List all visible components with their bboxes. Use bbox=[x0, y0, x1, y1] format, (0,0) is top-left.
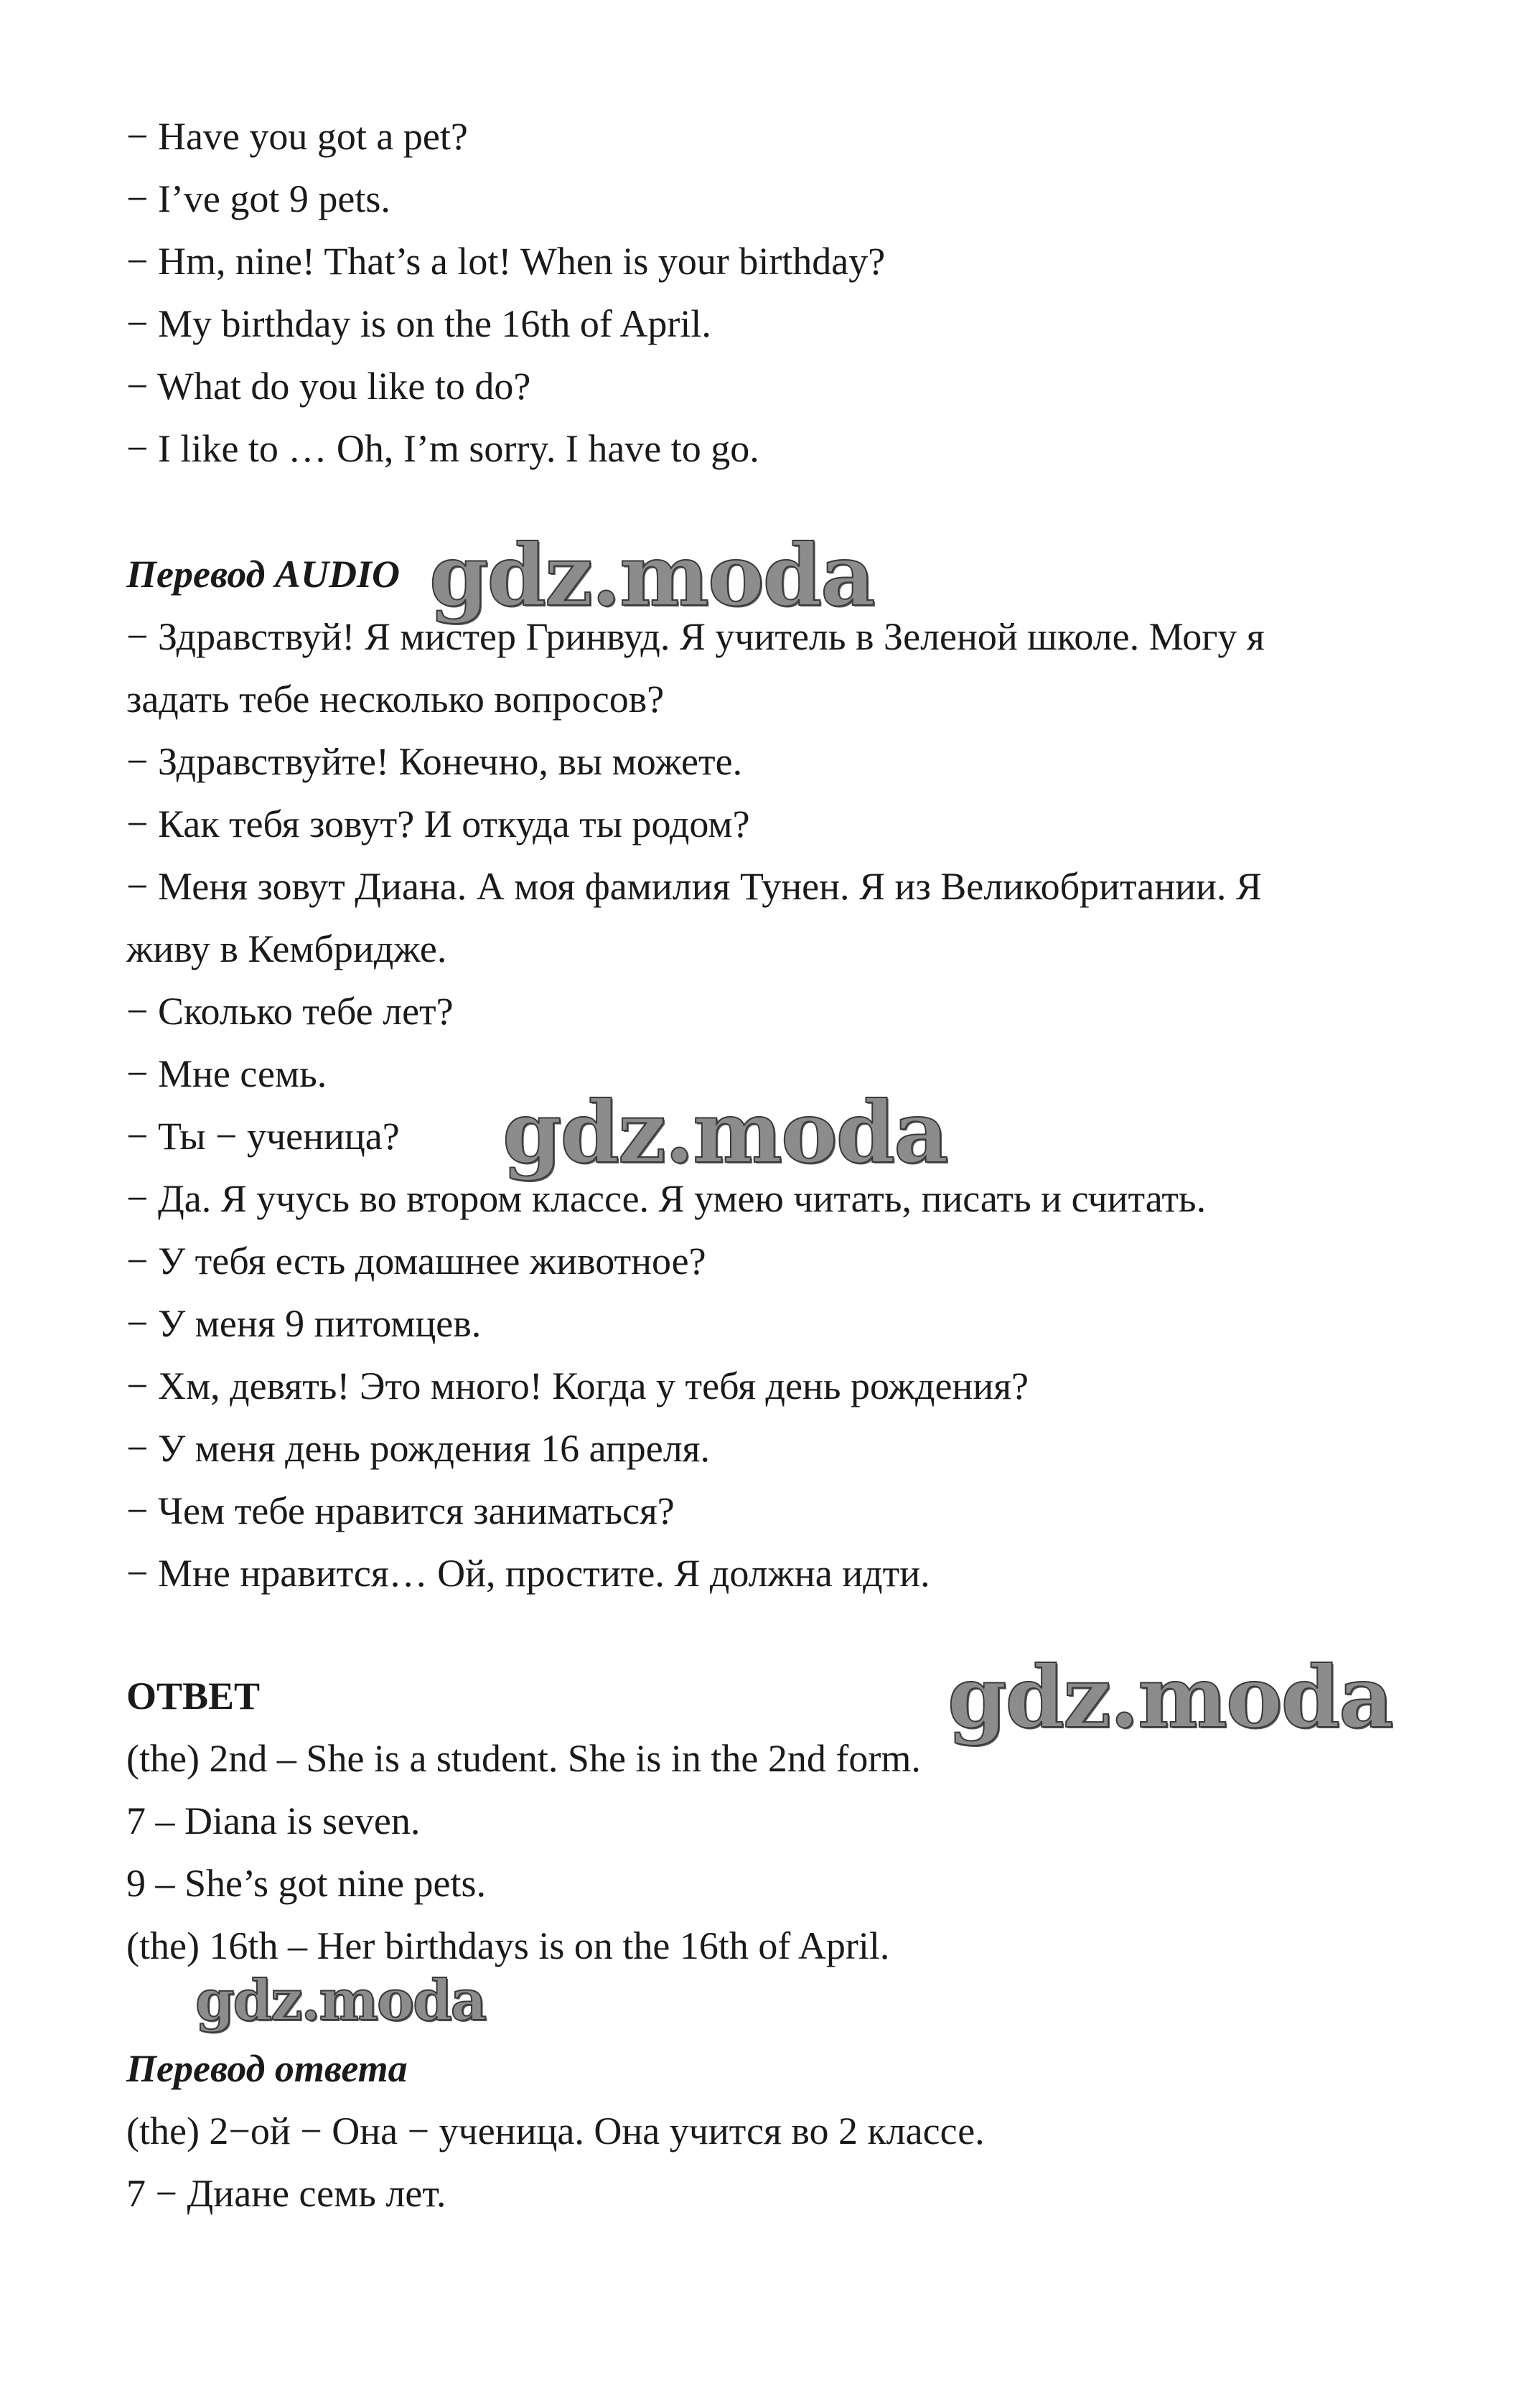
translation-heading: Перевод AUDIO bbox=[126, 553, 400, 596]
translation-line: − Ты − ученица? bbox=[126, 1115, 400, 1158]
translation-line: − У меня 9 питомцев. bbox=[126, 1302, 482, 1345]
answer-line: 7 – Diana is seven. bbox=[126, 1799, 421, 1842]
translation-line: − Да. Я учусь во втором классе. Я умею читать, писать и считать. bbox=[126, 1177, 1207, 1220]
translation-line: − Здравствуй! Я мистер Гринвуд. Я учитель в Зеленой школе. Могу я bbox=[126, 615, 1265, 658]
translation-line: − У тебя есть домашнее животное? bbox=[126, 1240, 706, 1283]
translation-line: − У меня день рождения 16 апреля. bbox=[126, 1427, 710, 1470]
translation-line: задать тебе несколько вопросов? bbox=[126, 678, 665, 721]
translation-line: − Чем тебе нравится заниматься? bbox=[126, 1489, 675, 1532]
dialogue-line: − I’ve got 9 pets. bbox=[126, 177, 390, 220]
watermark: gdz.moda bbox=[947, 1647, 1392, 1747]
answer-translation-heading: Перевод ответа bbox=[126, 2047, 408, 2090]
answer-translation-line: 7 − Диане семь лет. bbox=[126, 2172, 446, 2215]
dialogue-line: − I like to … Oh, I’m sorry. I have to go. bbox=[126, 427, 759, 470]
translation-line: − Мне семь. bbox=[126, 1052, 327, 1095]
answer-line: (the) 2nd – She is a student. She is in the 2nd form. bbox=[126, 1737, 921, 1780]
answer-heading: ОТВЕТ bbox=[126, 1674, 261, 1718]
translation-line: − Хм, девять! Это много! Когда у тебя день рождения? bbox=[126, 1364, 1029, 1407]
watermark: gdz.moda bbox=[429, 525, 874, 625]
translation-line: − Меня зовут Диана. А моя фамилия Тунен. Я из Великобритании. Я bbox=[126, 865, 1262, 908]
dialogue-line: − What do you like to do? bbox=[126, 365, 531, 408]
dialogue-line: − Have you got a pet? bbox=[126, 115, 468, 158]
dialogue-line: − My birthday is on the 16th of April. bbox=[126, 302, 711, 345]
translation-line: живу в Кембридже. bbox=[126, 927, 447, 970]
translation-line: − Здравствуйте! Конечно, вы можете. bbox=[126, 740, 743, 783]
translation-line: − Как тебя зовут? И откуда ты родом? bbox=[126, 802, 750, 845]
answer-translation-line: (the) 2−ой − Она − ученица. Она учится во 2 классе. bbox=[126, 2109, 985, 2152]
translation-line: − Мне нравится… Ой, простите. Я должна идти. bbox=[126, 1552, 930, 1595]
answer-line: (the) 16th – Her birthdays is on the 16th of April. bbox=[126, 1924, 890, 1967]
answer-line: 9 – She’s got nine pets. bbox=[126, 1862, 486, 1905]
watermark: gdz.moda bbox=[195, 1968, 486, 2033]
dialogue-line: − Hm, nine! That’s a lot! When is your birthday? bbox=[126, 240, 886, 283]
translation-line: − Сколько тебе лет? bbox=[126, 990, 454, 1033]
watermark: gdz.moda bbox=[502, 1082, 947, 1182]
